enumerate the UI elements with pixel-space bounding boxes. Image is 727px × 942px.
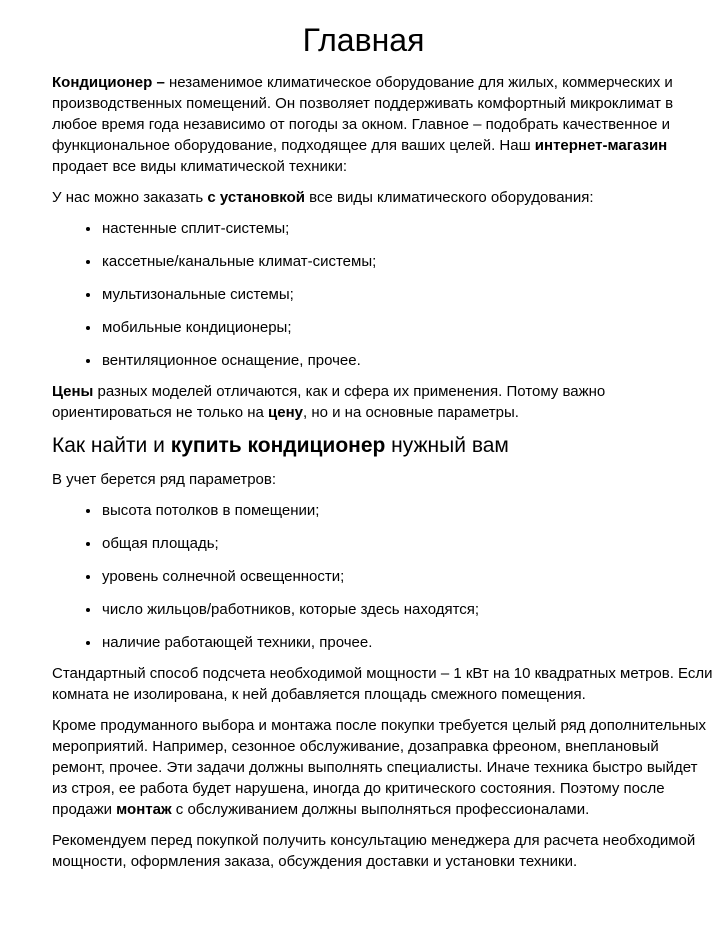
prices-paragraph — [52, 381, 715, 423]
intro-tail-text: продает все виды климатической техники: — [52, 158, 348, 175]
intro-lead-bold: Кондиционер – — [52, 74, 165, 91]
service-after-text: с обслуживанием должны выполняться профессионалами. — [171, 801, 590, 818]
power-paragraph: Стандартный способ подсчета необходимой мощности – 1 кВт на 10 квадратных метров. Если комната не изолирована, к ней добавляется площадь смежного помещения. — [52, 665, 713, 703]
order-paragraph — [52, 187, 715, 208]
consult-paragraph: Рекомендуем перед покупкой получить консультацию менеджера для расчета необходимой мощности, оформления заказа, обсуждения доставки и установки техники. — [52, 832, 696, 870]
params-list-item: • общая площадь; — [101, 533, 715, 554]
heading-after-text: нужный вам — [385, 434, 509, 457]
intro-paragraph — [52, 72, 715, 177]
prices-tail-text: , но и на основные параметры. — [303, 404, 519, 421]
equipment-list-item: • вентиляционное оснащение, прочее. — [101, 350, 715, 371]
prices-price-bold: цену — [268, 404, 303, 421]
equipment-list-item: • настенные сплит-системы; — [101, 218, 715, 239]
params-list-item: • высота потолков в помещении; — [101, 500, 715, 521]
service-bold: монтаж — [116, 801, 172, 818]
intro-body-text: незаменимое климатическое оборудование для жилых, коммерческих и производственных помещений. Он позволяет поддерживать комфортный микроклимат в любое время года независимо от погоды за окном. Главное – подобрать качественное и функциональное оборудование, подходящее для ваших целей. Наш — [52, 74, 674, 154]
order-before-text: У нас можно заказать — [52, 189, 208, 206]
equipment-list-item: • мультизональные системы; — [101, 284, 715, 305]
heading-bold: купить кондиционер — [170, 434, 386, 457]
params-list-item: • наличие работающей техники, прочее. — [101, 632, 715, 653]
heading-before-text: Как найти и — [52, 434, 171, 457]
equipment-list — [52, 218, 715, 371]
page-title: Главная — [302, 22, 425, 58]
intro-shop-bold: интернет-магазин — [534, 137, 668, 154]
prices-lead-bold: Цены — [52, 383, 94, 400]
equipment-list-item: • мобильные кондиционеры; — [101, 317, 715, 338]
order-bold: с установкой — [207, 189, 305, 206]
prices-mid-text: разных моделей отличаются, как и сфера их применения. Потому важно ориентироваться не только на — [52, 383, 606, 421]
params-intro-paragraph: В учет берется ряд параметров: — [52, 471, 277, 488]
params-list — [52, 500, 715, 653]
service-paragraph — [52, 715, 715, 820]
order-after-text: все виды климатического оборудования: — [305, 189, 594, 206]
equipment-list-item: • кассетные/канальные климат-системы; — [101, 251, 715, 272]
params-list-item: • число жильцов/работников, которые здесь находятся; — [101, 599, 715, 620]
service-before-text: Кроме продуманного выбора и монтажа после покупки требуется целый ряд дополнительных мероприятий. Например, сезонное обслуживание, дозаправка фреоном, внеплановый ремонт, прочее. Эти задачи должны выполнять специалисты. Иначе техника быстро выйдет из строя, ее работа будет нарушена, иногда до критического состояния. Поэтому после продажи — [52, 717, 706, 818]
section-heading — [52, 433, 715, 459]
params-list-item: • уровень солнечной освещенности; — [101, 566, 715, 587]
